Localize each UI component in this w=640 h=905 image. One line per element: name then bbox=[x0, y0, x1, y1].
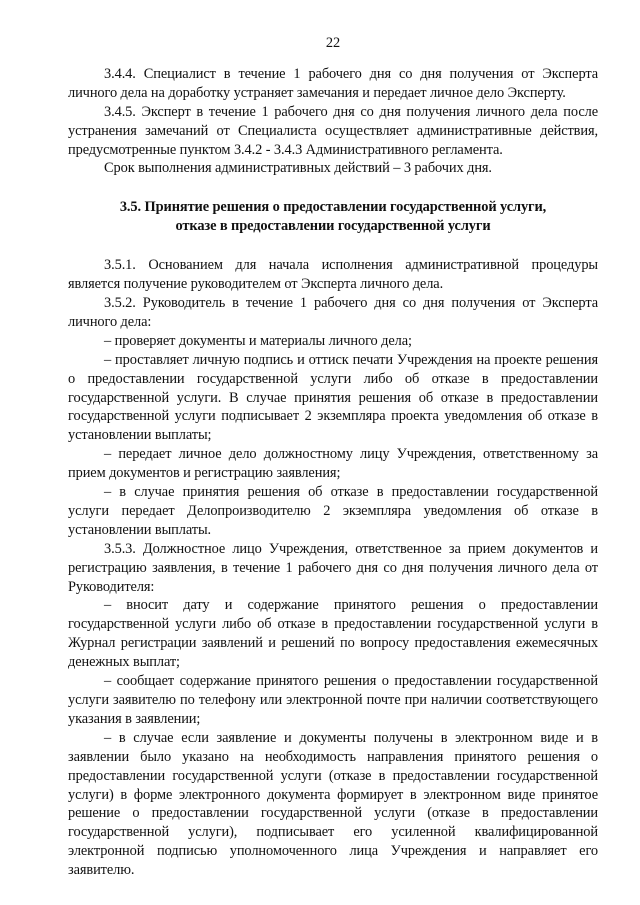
section-heading-3-5 bbox=[68, 198, 598, 236]
paragraph-3-5-2: 3.5.2. Руководитель в течение 1 рабочего дня со дня получения от Эксперта личного дела: bbox=[68, 294, 598, 330]
list-item-transfer-notification: – в случае принятия решения об отказе в предоставлении государственной услуги передает Делопроизводителю 2 экземпляра уведомления об отказе в установлении выплаты. bbox=[68, 484, 598, 538]
page-number: 22 bbox=[325, 35, 341, 51]
paragraph-3-5-1: 3.5.1. Основанием для начала исполнения административной процедуры является получение руководителем от Эксперта личного дела. bbox=[68, 257, 598, 293]
list-item-transfer-file: – передает личное дело должностному лицу Учреждения, ответственному за прием документов и регистрацию заявления; bbox=[68, 446, 598, 482]
section-heading-line-2: отказе в предоставлении государственной услуги bbox=[175, 218, 491, 235]
section-heading-line-1: 3.5. Принятие решения о предоставлении государственной услуги, bbox=[119, 199, 547, 216]
list-item-check-documents: – проверяет документы и материалы личного дела; bbox=[104, 332, 412, 349]
list-item-record-decision: – вносит дату и содержание принятого решения о предоставлении государственной услуги либо об отказе в предоставлении государственной услуги в Журнал регистрации заявлений и решений по вопросу предоставления ежемесячных денежных выплат; bbox=[68, 597, 598, 671]
paragraph-3-4-4: 3.4.4. Специалист в течение 1 рабочего дня со дня получения от Эксперта личного дела на доработку устраняет замечания и передает личное дело Эксперту. bbox=[68, 65, 598, 101]
list-item-electronic-decision: – в случае если заявление и документы получены в электронном виде и в заявлении было указано на необходимость направления принятого решения о предоставлении государственной услуги (отказе в предоставлении государственной услуги) в форме электронного документа формирует в электронном виде принятое решение о предоставлении государственной услуги (отказе в предоставлении государственной услуги), подписывает его усиленной квалифицированной электронной подписью уполномоченного лица Учреждения и направляет его заявителю. bbox=[68, 729, 598, 879]
paragraph-3-4-5: 3.4.5. Эксперт в течение 1 рабочего дня со дня получения личного дела после устранения замечаний от Специалиста осуществляет административные действия, предусмотренные пунктом 3.4.2 - 3.4.3 Административного регламента. bbox=[68, 103, 598, 158]
list-item-sign-decision: – проставляет личную подпись и оттиск печати Учреждения на проекте решения о предоставлении государственной услуги либо об отказе в предоставлении государственной услуги. В случае принятия решения об отказе в предоставлении государственной услуги подписывает 2 экземпляра проекта уведомления об отказе в установлении выплаты; bbox=[68, 351, 598, 444]
paragraph-3-5-3: 3.5.3. Должностное лицо Учреждения, ответственное за прием документов и регистрацию заявления, в течение 1 рабочего дня со дня получения личного дела от Руководителя: bbox=[68, 540, 598, 595]
paragraph-deadline: Срок выполнения административных действий – 3 рабочих дня. bbox=[104, 160, 492, 177]
list-item-inform-applicant: – сообщает содержание принятого решения о предоставлении государственной услуги заявителю по телефону или электронной почте при наличии соответствующего указания в заявлении; bbox=[68, 673, 598, 727]
